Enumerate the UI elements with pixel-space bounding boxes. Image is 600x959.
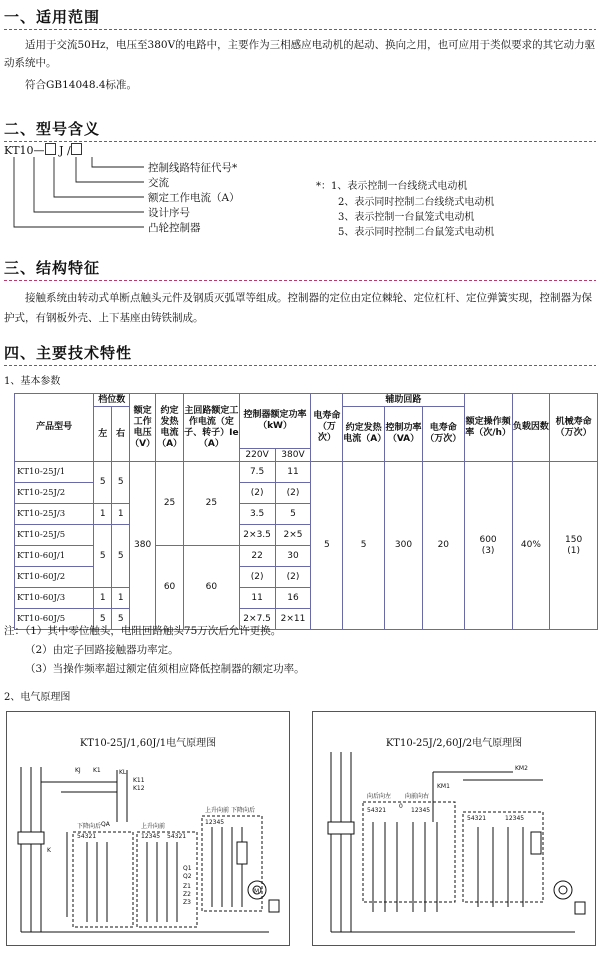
th-right: 右 <box>112 407 130 462</box>
aux-life-cell: 20 <box>422 462 464 630</box>
svg-text:Q1: Q1 <box>183 865 192 872</box>
svg-text:54321: 54321 <box>167 833 187 840</box>
model-line-5: 凸轮控制器 <box>148 222 201 234</box>
pos-cell: 1 <box>94 504 112 525</box>
aux-power-cell: 300 <box>385 462 423 630</box>
th-ctrl-p: 控制器额定功率（kW） <box>239 394 311 449</box>
pos-cell: 5 <box>94 462 112 504</box>
pos-cell: 5 <box>112 462 130 504</box>
load-factor-cell: 40% <box>512 462 550 630</box>
left-circuit-svg <box>7 712 289 945</box>
th-model: 产品型号 <box>15 394 94 462</box>
p220-cell: 7.5 <box>239 462 275 483</box>
p220-cell: (2) <box>239 483 275 504</box>
model-cell: KT10-25J/3 <box>15 504 94 525</box>
model-line-3: 额定工作电流（A） <box>148 192 240 204</box>
pos-cell: 1 <box>112 588 130 609</box>
th-op-freq: 额定操作频率（次/h） <box>464 394 512 462</box>
th-aux-power: 控制功率（VA） <box>385 407 423 462</box>
heat-i-cell: 60 <box>156 546 184 630</box>
p380-cell: (2) <box>275 567 311 588</box>
svg-text:0: 0 <box>399 803 403 810</box>
th-heat-i: 约定发热电流（A） <box>156 394 184 462</box>
pos-cell: 5 <box>94 525 112 588</box>
model-note-1: *：1、表示控制一台线绕式电动机 <box>316 181 468 192</box>
p220-cell: (2) <box>239 567 275 588</box>
th-left: 左 <box>94 407 112 462</box>
p380-cell: 16 <box>275 588 311 609</box>
svg-text:12345: 12345 <box>505 815 525 822</box>
section-title-scope: 一、适用范围 <box>4 6 596 30</box>
p220-cell: 3.5 <box>239 504 275 525</box>
section-structure <box>4 257 596 328</box>
label-kl: KL <box>119 769 127 776</box>
p380-cell: 2×5 <box>275 525 311 546</box>
model-cell: KT10-60J/2 <box>15 567 94 588</box>
section-title-structure: 三、结构特征 <box>4 257 596 281</box>
section-title-specs: 四、主要技术特性 <box>4 342 596 366</box>
model-cell: KT10-25J/5 <box>15 525 94 546</box>
model-cell: KT10-60J/1 <box>15 546 94 567</box>
p220-cell: 11 <box>239 588 275 609</box>
pos-cell: 5 <box>112 525 130 588</box>
aux-heat-cell: 5 <box>343 462 385 630</box>
elec-life-cell: 5 <box>311 462 343 630</box>
spec-table <box>14 393 598 630</box>
right-circuit-diagram <box>312 711 596 946</box>
svg-text:M: M <box>254 888 260 895</box>
model-note-4: 5、表示同时控制二台鼠笼式电动机 <box>338 227 495 238</box>
svg-text:K12: K12 <box>133 785 145 792</box>
section-scope <box>4 6 596 94</box>
note-2: （2）由定子回路接触器功率定。 <box>25 644 179 656</box>
svg-text:54321: 54321 <box>467 815 487 822</box>
svg-text:12345: 12345 <box>205 819 225 826</box>
model-note-3: 3、表示控制一台鼠笼式电动机 <box>338 212 475 223</box>
p380-cell: 5 <box>275 504 311 525</box>
svg-text:下降向后: 下降向后 <box>231 807 256 814</box>
note-3: （3）当操作频率超过额定值须相应降低控制器的额定功率。 <box>25 663 305 675</box>
th-380v: 380V <box>275 449 311 462</box>
svg-text:KM1: KM1 <box>437 783 450 790</box>
model-line-4: 设计序号 <box>148 207 190 219</box>
th-aux-heat: 约定发热电流（A） <box>343 407 385 462</box>
model-line-2: 交流 <box>148 177 169 189</box>
th-mech-life: 机械寿命（万次） <box>550 394 598 462</box>
model-cell: KT10-25J/2 <box>15 483 94 504</box>
svg-text:54321: 54321 <box>77 833 97 840</box>
mech-life-cell: 150 (1) <box>550 462 598 630</box>
left-circuit-diagram <box>6 711 290 946</box>
pos-cell: 5 <box>94 609 112 630</box>
section-model <box>4 118 596 142</box>
th-elec-life: 电寿命（万次） <box>311 394 343 462</box>
svg-text:向前向右: 向前向右 <box>405 793 430 800</box>
p380-cell: 2×11 <box>275 609 311 630</box>
svg-text:上升向前: 上升向前 <box>205 807 230 814</box>
svg-text:54321: 54321 <box>367 807 387 814</box>
right-diagram-title: KT10-25J/2,60J/2电气原理图 <box>385 738 523 749</box>
notes-block <box>4 622 596 679</box>
section-specs <box>4 342 596 387</box>
svg-text:K1: K1 <box>93 767 101 774</box>
rated-v-cell: 380 <box>130 462 156 630</box>
svg-text:Z2: Z2 <box>183 891 191 898</box>
p380-cell: 11 <box>275 462 311 483</box>
th-positions: 档位数 <box>94 394 130 407</box>
th-main-i: 主回路额定工作电流（定子、转子）Ie（A） <box>184 394 240 462</box>
pos-cell: 1 <box>94 588 112 609</box>
pos-cell: 5 <box>112 609 130 630</box>
model-cell: KT10-60J/5 <box>15 609 94 630</box>
model-tree-lines <box>4 143 154 243</box>
svg-text:K11: K11 <box>133 777 145 784</box>
main-i-cell: 60 <box>184 546 240 630</box>
th-220v: 220V <box>239 449 275 462</box>
op-freq-cell: 600 (3) <box>464 462 512 630</box>
p380-cell: 30 <box>275 546 311 567</box>
structure-paragraph: 接触系统由转动式单断点触头元件及钢质灭弧罩等组成。控制器的定位由定位棘轮、定位杠杆、定位弹簧实现，控制器为保护式，有钢板外壳、上下基座由铸铁制成。 <box>4 292 592 324</box>
svg-text:KM2: KM2 <box>515 765 528 772</box>
note-1: 注：（1）其中零位触头，电阻回路触头75万次后允许更换。 <box>4 625 282 637</box>
svg-text:上升向前: 上升向前 <box>141 823 166 830</box>
svg-text:12345: 12345 <box>141 833 161 840</box>
subheading-diagrams: 2、电气原理图 <box>4 692 71 703</box>
svg-text:Q2: Q2 <box>183 873 192 880</box>
svg-text:K: K <box>47 847 51 854</box>
svg-text:KJ: KJ <box>75 767 81 774</box>
standard-paragraph: 符合GB14048.4标准。 <box>25 79 138 91</box>
th-aux-life: 电寿命（万次） <box>422 407 464 462</box>
model-note-2: 2、表示同时控制二台线绕式电动机 <box>338 197 495 208</box>
subheading-basic-params: 1、基本参数 <box>4 376 61 387</box>
pos-cell: 1 <box>112 504 130 525</box>
model-cell: KT10-25J/1 <box>15 462 94 483</box>
svg-text:Z3: Z3 <box>183 899 191 906</box>
model-diagram <box>4 143 596 253</box>
p220-cell: 2×7.5 <box>239 609 275 630</box>
main-i-cell: 25 <box>184 462 240 546</box>
section-title-model: 二、型号含义 <box>4 118 596 142</box>
th-aux: 辅助回路 <box>343 394 464 407</box>
left-diagram-title: KT10-25J/1,60J/1电气原理图 <box>79 738 217 749</box>
p380-cell: (2) <box>275 483 311 504</box>
svg-text:向后向左: 向后向左 <box>367 793 392 800</box>
svg-text:12345: 12345 <box>411 807 431 814</box>
model-cell: KT10-60J/3 <box>15 588 94 609</box>
heat-i-cell: 25 <box>156 462 184 546</box>
right-circuit-svg <box>313 712 595 945</box>
svg-text:下降向后: 下降向后 <box>77 823 102 830</box>
th-load-factor: 负载因数 <box>512 394 550 462</box>
p220-cell: 2×3.5 <box>239 525 275 546</box>
scope-paragraph: 适用于交流50Hz，电压至380V的电路中，主要作为三相感应电动机的起动、换向之用，也可应用于类似要求的其它动力驱动系统中。 <box>4 39 596 69</box>
model-line-1: 控制线路特征代号* <box>148 162 238 174</box>
svg-text:QA: QA <box>101 821 110 828</box>
svg-text:Z1: Z1 <box>183 883 191 890</box>
th-rated-v: 额定工作电压（V） <box>130 394 156 462</box>
p220-cell: 22 <box>239 546 275 567</box>
model-code: KT10— J / <box>4 143 82 157</box>
